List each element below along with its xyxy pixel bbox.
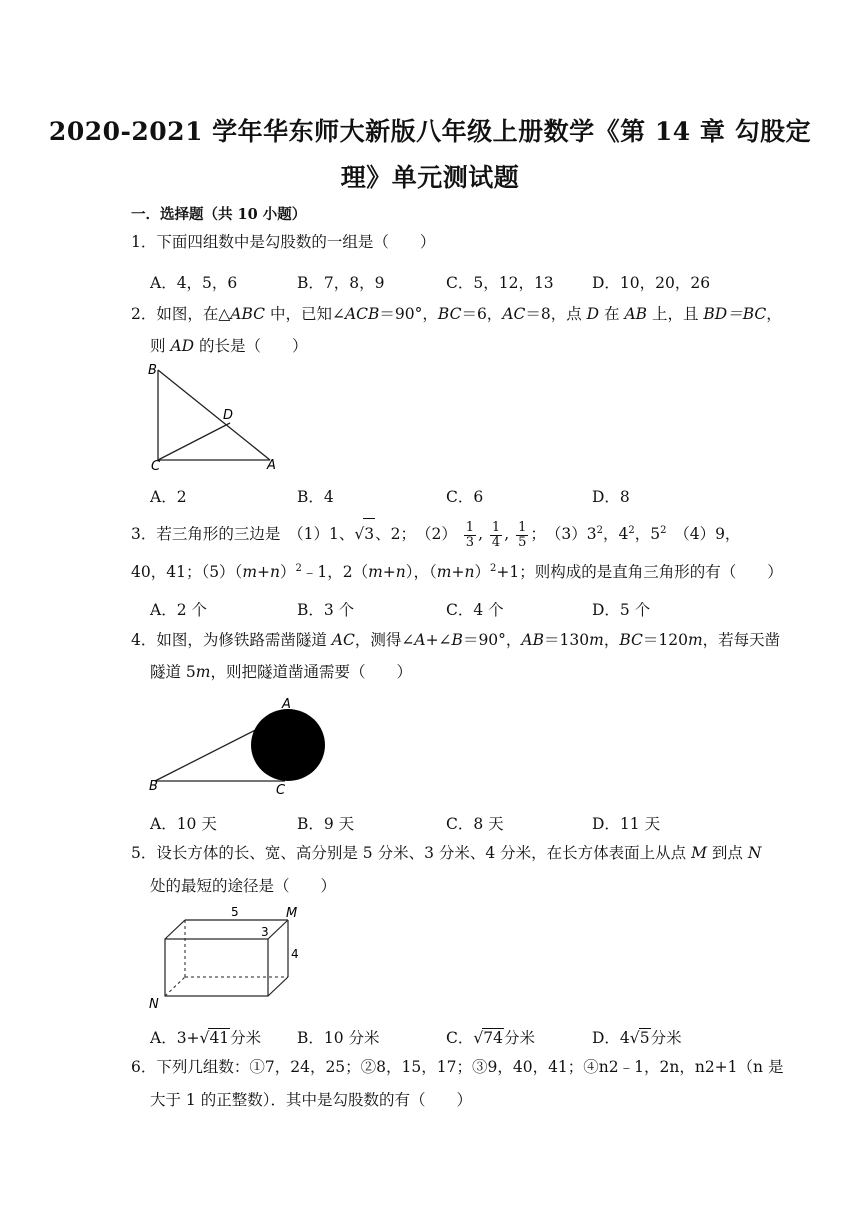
q5-label-n: N (149, 997, 159, 1012)
q4-label-c: C (276, 783, 286, 798)
q3-option-b: B．3 个 (297, 601, 355, 619)
q4-stem-line1: 4．如图，为修铁路需凿隧道 AC，测得∠A+∠B＝90°，AB＝130m，BC＝120m，若每天凿 (131, 631, 781, 649)
q2-label-c: C (151, 459, 161, 472)
q4-label-b: B (149, 779, 158, 794)
q5-cuboid-figure (145, 902, 315, 1012)
fraction-one-fourth: $\frac{1}{4}$ (491, 520, 501, 550)
q2-triangle-figure (145, 360, 285, 472)
q5-option-b: B．10 分米 (297, 1029, 380, 1047)
q6-stem-line2: 大于 1 的正整数）．其中是勾股数的有（ ） (150, 1091, 472, 1109)
q2-label-d: D (223, 408, 234, 423)
q3-option-d: D．5 个 (592, 601, 651, 619)
q1-option-b: B．7，8，9 (297, 274, 385, 292)
section-heading: 一．选择题（共 10 小题） (131, 206, 307, 223)
q1-stem: 1．下面四组数中是勾股数的一组是（ ） (131, 233, 436, 251)
q3-stem-line1: 3．若三角形的三边是 （1）1、√3、2； （2） $\frac{1}{3}$ , $\frac{1}{4}$ , $\frac{1}{5}$ ； $(3)3^2$，$4^2$，$5^2$ （4）9， (131, 520, 741, 550)
q5-label-width: 3 (261, 925, 269, 939)
q5-option-c: C．√74分米 (446, 1029, 536, 1047)
q2-option-c: C．6 (446, 488, 484, 506)
q5-label-length: 5 (231, 905, 239, 919)
doc-title-line1: 2020-2021 学年华东师大新版八年级上册数学《第 14 章 勾股定 (48, 117, 812, 146)
hill-shape (251, 709, 325, 781)
q2-label-b: B (148, 363, 157, 378)
q2-stem-line1: 2．如图，在△ABC 中，已知∠ACB＝90°，BC＝6，AC＝8，点 D 在 AB 上，且 BD＝BC， (131, 305, 782, 323)
q4-option-b: B．9 天 (297, 815, 355, 833)
q1-option-c: C．5，12，13 (446, 274, 554, 292)
q4-tunnel-figure (145, 695, 330, 800)
q5-option-d: D．4√5分米 (592, 1029, 682, 1047)
q6-stem-line1: 6．下列几组数：①7，24，25；②8，15，17；③9，40，41；④n2﹣1，2n，n2+1（n 是 (131, 1058, 784, 1076)
q5-label-m: M (286, 906, 298, 921)
q2-stem-line2: 则 AD 的长是（ ） (150, 337, 308, 355)
q2-option-b: B．4 (297, 488, 334, 506)
q2-option-a: A．2 (150, 488, 187, 506)
q5-option-a: A．3+√41分米 (150, 1029, 262, 1047)
q4-label-a: A (282, 697, 291, 712)
q5-label-height: 4 (291, 947, 299, 961)
q4-option-d: D．11 天 (592, 815, 661, 833)
q4-stem-line2: 隧道 5m，则把隧道凿通需要（ ） (150, 663, 413, 681)
q5-stem-line2: 处的最短的途径是（ ） (150, 877, 337, 895)
q1-option-a: A．4，5，6 (150, 274, 238, 292)
doc-title-line2: 理》单元测试题 (340, 163, 520, 192)
q1-option-d: D．10，20，26 (592, 274, 711, 292)
fraction-one-third: $\frac{1}{3}$ (465, 520, 475, 550)
q5-stem-line1: 5．设长方体的长、宽、高分别是 5 分米、3 分米、4 分米，在长方体表面上从点 M 到点 N (131, 844, 762, 862)
q3-stem-line2: 40，41；$(5)(m+n)^2﹣1$，2（m+n），$(m+n)^2+1$；则构成的是直角三角形的有（ ） (131, 563, 783, 582)
q3-option-c: C．4 个 (446, 601, 504, 619)
q4-option-c: C．8 天 (446, 815, 504, 833)
q2-label-a: A (267, 458, 276, 472)
q2-option-d: D．8 (592, 488, 630, 506)
q4-option-a: A．10 天 (150, 815, 217, 833)
fraction-one-fifth: $\frac{1}{5}$ (518, 520, 527, 550)
q3-option-a: A．2 个 (150, 601, 207, 619)
